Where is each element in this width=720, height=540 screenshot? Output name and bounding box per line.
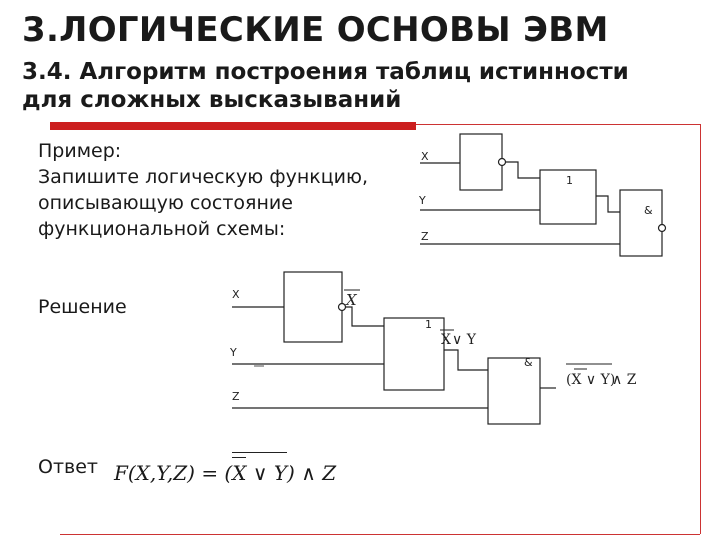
label-not-x: X [346,291,357,309]
bottom-input-z: Z [232,390,240,403]
top-and-symbol: & [644,204,653,217]
example-line-3: описывающую состояние [38,192,293,214]
formula-prefix: F(X,Y,Z) = ( [114,461,233,485]
bottom-input-y: Y [230,346,237,359]
top-input-z: Z [421,230,429,243]
top-or-symbol: 1 [566,174,573,187]
bottom-not-gate [284,272,342,342]
top-not-gate [460,134,502,190]
bottom-not-bubble [339,304,346,311]
formula-suffix: ) ∧ Z [287,461,337,485]
subtitle-line-1: 3.4. Алгоритм построения таблиц истинности [22,59,629,85]
top-input-y: Y [419,194,426,207]
bottom-or-symbol: 1 [425,318,432,331]
label-and-inner: (X ∨ Y) [566,372,616,388]
top-input-x: X [421,150,429,163]
formula-middle: ∨ Y [246,461,288,485]
example-line-4: функциональной схемы: [38,218,286,240]
example-line-2: Запишите логическую функцию, [38,166,369,188]
bottom-or-gate [384,318,444,390]
answer-label: Ответ [38,456,98,478]
label-and-rest: ∧ Z [612,372,637,388]
top-and-bubble [659,225,666,232]
bottom-and-symbol: & [524,356,533,369]
slide-title: 3.ЛОГИЧЕСКИЕ ОСНОВЫ ЭВМ [22,10,609,50]
solution-label: Решение [38,296,127,318]
top-not-bubble [499,159,506,166]
label-or-neg-x: X [441,332,451,348]
example-line-1: Пример: [38,140,122,162]
formula-neg-x: X [232,457,246,485]
bottom-input-x: X [232,288,240,301]
top-and-gate [620,190,662,256]
subtitle-line-2: для сложных высказываний [22,87,402,113]
label-or-rest: ∨ Y [452,332,476,348]
